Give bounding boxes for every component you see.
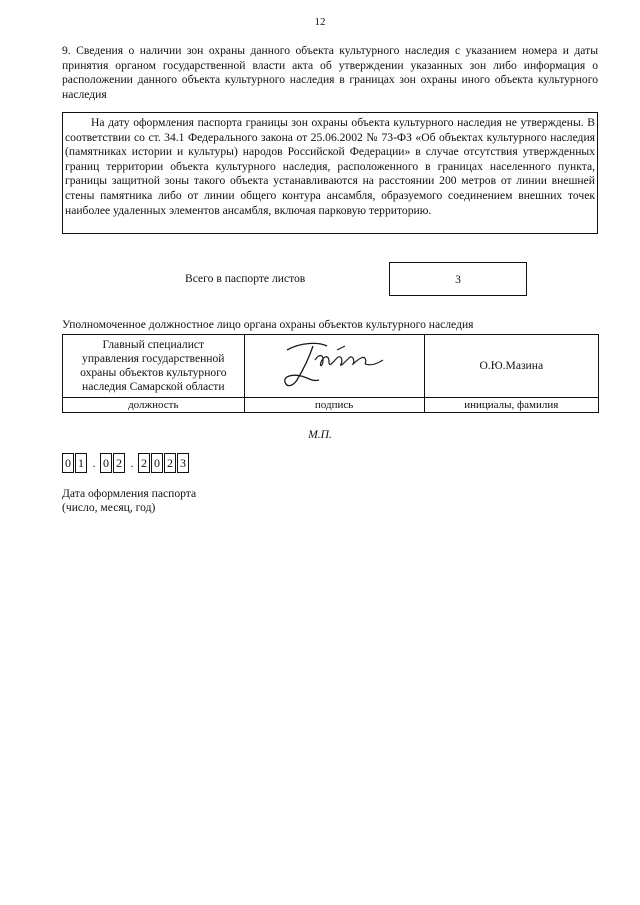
issue-date-label-line: (число, месяц, год) xyxy=(62,501,156,514)
signature-cell xyxy=(244,335,424,398)
position-line: охраны объектов культурного xyxy=(80,366,227,379)
date-day xyxy=(62,453,88,473)
date-separator: . xyxy=(130,455,134,470)
date-digit: 0 xyxy=(151,453,163,473)
issue-date-boxes xyxy=(62,453,190,473)
official-position-cell xyxy=(63,335,245,398)
date-month xyxy=(100,453,126,473)
total-sheets-box xyxy=(389,262,527,296)
date-separator: . xyxy=(92,455,96,470)
date-digit: 3 xyxy=(177,453,189,473)
handwritten-signature xyxy=(279,336,389,392)
position-caption: должность xyxy=(63,398,245,413)
issue-date-label-line: Дата оформления паспорта xyxy=(62,487,197,500)
date-digit: 2 xyxy=(138,453,150,473)
date-digit: 2 xyxy=(164,453,176,473)
date-digit: 0 xyxy=(62,453,74,473)
official-name-cell xyxy=(424,335,598,398)
page-number: 12 xyxy=(314,16,326,28)
section-9-heading: 9. Сведения о наличии зон охраны данного объекта культурного наследия с указанием номера и даты принятия органом государственной власти акта об утверждении указанных зон либо информация о расположении данного объекта культурного наследия в границах зон охраны иного объекта культурного наследия xyxy=(62,44,598,101)
signature-table xyxy=(62,334,599,413)
date-digit: 2 xyxy=(113,453,125,473)
total-sheets-label: Всего в паспорте листов xyxy=(185,272,306,285)
stamp-placeholder: М.П. xyxy=(308,428,332,441)
position-line: Главный специалист xyxy=(102,338,205,351)
protection-zones-info-box: На дату оформления паспорта границы зон охраны объекта культурного наследия не утверждены. В соответствии со ст. 34.1 Федерального закона от 25.06.2002 № 73-ФЗ «Об объектах культурного наследия (памятниках истории и культуры) народов Российской Федерации» в случае отсутствия утвержденных границ территории объекта культурного наследия, расположенного в границах населенного пункта, границы защитной зоны такого объекта устанавливаются на расстоянии 200 метров от линии внешней стены памятника либо от линии общего контура ансамбля, образуемого соединением внешних точек наиболее удаленных элементов ансамбля, включая парковую территорию. xyxy=(62,112,598,234)
official-name: О.Ю.Мазина xyxy=(479,359,544,372)
position-line: наследия Самарской области xyxy=(82,380,225,393)
authorized-official-heading: Уполномоченное должностное лицо органа охраны объектов культурного наследия xyxy=(62,318,474,331)
position-line: управления государственной xyxy=(82,352,225,365)
issue-date-label xyxy=(62,487,196,515)
name-caption: инициалы, фамилия xyxy=(424,398,598,413)
date-year xyxy=(138,453,190,473)
total-sheets-value: 3 xyxy=(455,272,461,286)
date-digit: 1 xyxy=(75,453,87,473)
date-digit: 0 xyxy=(100,453,112,473)
signature-caption: подпись xyxy=(244,398,424,413)
